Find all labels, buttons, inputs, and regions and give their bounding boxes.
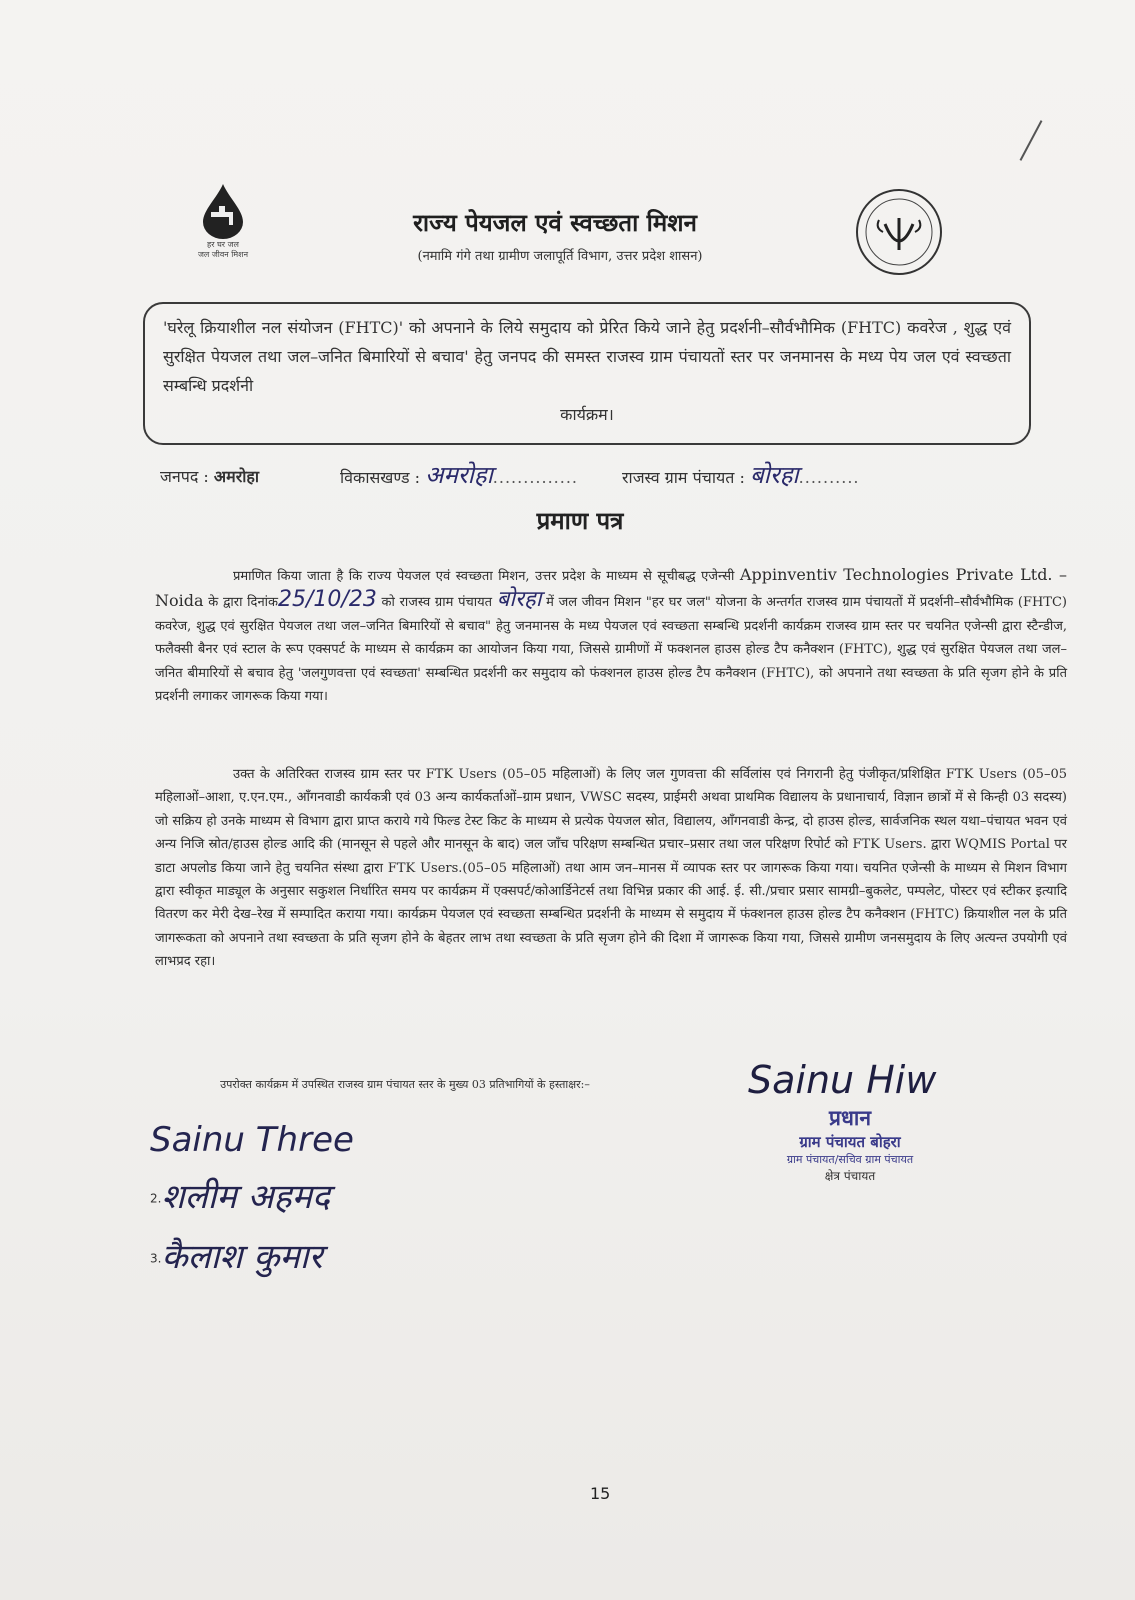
participants-signature-note: उपरोक्त कार्यक्रम में उपस्थित राजस्व ग्राम पंचायत स्तर के मुख्य 03 प्रतिभागियों के हस्ताक्षर:–	[220, 1078, 590, 1091]
para1-part-b: के द्वारा दिनांक	[208, 595, 279, 611]
district-label: जनपद :	[160, 467, 209, 486]
sig3-number: 3.	[150, 1251, 162, 1266]
participant-signature-2	[150, 1172, 330, 1218]
gp-label: राजस्व ग्राम पंचायत :	[622, 468, 745, 487]
sig2-number: 2.	[150, 1191, 162, 1206]
paragraph-1	[155, 563, 1067, 708]
block-label: विकासखण्ड :	[340, 468, 421, 487]
handwritten-date: 25/10/23	[278, 587, 377, 613]
block-field: विकासखण्ड : अमरोहा..............	[340, 461, 578, 489]
pradhan-signature: Sainu Hiw	[748, 1058, 937, 1102]
logo-caption-2: जल जीवन मिशन	[197, 250, 249, 259]
stamp-line-3: ग्राम पंचायत/सचिव ग्राम पंचायत	[786, 1153, 914, 1166]
sig3-name: कैलाश कुमार	[161, 1237, 323, 1277]
program-description-box	[143, 302, 1031, 445]
sig2-name: शलीम अहमद	[161, 1177, 330, 1217]
logo-caption-1: हर घर जल	[207, 240, 239, 249]
pradhan-stamp	[740, 1104, 960, 1184]
district-field	[160, 465, 259, 487]
agency-name: Appinventiv Technologies Private Ltd. – Noida	[155, 565, 1068, 611]
har-ghar-jal-logo	[178, 182, 268, 260]
water-drop-icon	[199, 182, 247, 240]
block-value: अमरोहा	[425, 461, 493, 489]
gp-value: बोरहा	[749, 461, 799, 489]
org-title: राज्य पेयजल एवं स्वच्छता मिशन	[413, 208, 697, 237]
paragraph-2	[155, 763, 1067, 974]
up-government-seal-icon	[855, 188, 943, 276]
participant-signature-3	[150, 1232, 323, 1278]
para1-part-c: को राजस्व ग्राम पंचायत	[381, 595, 493, 611]
para1-part-d: में जल जीवन मिशन "हर घर जल" योजना के अन्तर्गत राजस्व ग्राम पंचायतों में प्रदर्शनी–सौर्वभौमिक (FHTC) कवरेज, शुद्ध एवं सुरक्षित पेयजल तथा जल–जनित बिमारियों से बचाव" हेतु जनमानस के मध्य पेयजल एवं स्वच्छता सम्बन्धि प्रदर्शनी कार्यक्रम राजस्व ग्राम स्तर पर चयनित एजेन्सी द्वारा स्टैन्डीज, फलैक्सी बैनर एवं स्टाल के रूप एक्सपर्ट के माध्यम से कार्यक्रम का आयोजन किया गया, जिससे ग्रामीणों में फक्शनल हाउस होल्ड टैप कनैक्शन (FHTC), शुद्ध एवं सुरक्षित पेयजल तथा जल–जनित बीमारियों से बचाव हेतु 'जलगुणवत्ता एवं स्वच्छता' सम्बन्धित प्रदर्शनी कर समुदाय को फंक्शनल हाउस होल्ड टैप कनैक्शन (FHTC), को अपनाने तथा स्वच्छता के प्रति सृजग होने के प्रति प्रदर्शनी लगाकर जागरूक किया गया।	[155, 595, 1067, 705]
pradhan-title: प्रधान	[829, 1105, 871, 1130]
para2-text: उक्त के अतिरिक्त राजस्व ग्राम स्तर पर FTK Users (05–05 महिलाओं) के लिए जल गुणवत्ता की सर्विलांस एवं निगरानी हेतु पंजीकृत/प्रशिक्षित FTK Users (05–05 महिलाओं–आशा, ए.एन.एम., आँगनवाडी कार्यकत्री एवं 03 अन्य कार्यकर्ताओं–ग्राम प्रधान, VWSC सदस्य, प्राईमरी अथवा प्राथमिक विद्यालय के प्रधानाचार्य, विज्ञान छात्रों में से किन्ही 03 सदस्य) जो सक्रिय हो उनके माध्यम से विभाग द्वारा प्राप्त कराये गये फिल्ड टेस्ट किट के माध्यम से प्रत्येक पेयजल स्रोत, विद्यालय, आँगनवाडी केन्द्र, दो हाउस होल्ड, सार्वजनिक स्थल यथा–पंचायत भवन एवं अन्य निजि स्रोत/हाउस होल्ड आदि की (मानसून से पहले और मानसून के बाद) जल जाँच परिक्षण सम्बन्धित प्रचार–प्रसार तथा जल परिक्षण रिपोर्ट को FTK Users. द्वारा WQMIS Portal पर डाटा अपलोड किया जाने हेतु चयनित संस्था द्वारा FTK Users.(05–05 महिलाओं) तथा आम जन–मानस में व्यापक स्तर पर जागरूक किया गया। चयनित एजेन्सी के माध्यम से मिशन विभाग द्वारा स्वीकृत माड्यूल के अनुसार सकुशल निर्धारित समय पर कार्यक्रम में एक्सपर्ट/कोआर्डिनेटर्स तथा विभिन्न प्रकार की आई. ई. सी./प्रचार प्रसार सामग्री–बुकलेट, पम्पलेट, पोस्टर एवं स्टीकर इत्यादि वितरण कर मेरी देख–रेख में सम्पादित कराया गया। कार्यक्रम पेयजल एवं स्वच्छता सम्बन्धित प्रदर्शनी के माध्यम से समुदाय में फंक्शनल हाउस होल्ड टैप कनैक्शन (FHTC) क्रियाशील नल के प्रति जागरूकता को अपनाने तथा स्वच्छता के प्रति सृजग होने के बेहतर लाभ तथा स्वच्छता के प्रति सृजग होने की दिशा में जागरूक किया गया, जिससे ग्रामीण जनसमुदाय के लिए अत्यन्त उपयोगी एवं लाभप्रद रहा।	[155, 767, 1067, 970]
gram-panchayat-field: राजस्व ग्राम पंचायत : बोरहा..........	[622, 461, 860, 489]
pen-tick-mark	[1020, 120, 1043, 161]
participant-signature-1: Sainu Three	[150, 1120, 354, 1160]
box-last-line: कार्यक्रम।	[560, 405, 614, 424]
box-body-text: 'घरेलू क्रियाशील नल संयोजन (FHTC)' को अपनाने के लिये समुदाय को प्रेरित किये जाने हेतु प्रदर्शनी–सौर्वभौमिक (FHTC) कवरेज , शुद्ध एवं सुरक्षित पेयजल तथा जल–जनित बिमारियों से बचाव' हेतु जनपद की समस्त राजस्व ग्राम पंचायतों स्तर पर जनमानस के मध्य पेय जल एवं स्वच्छता सम्बन्धि प्रदर्शनी	[163, 318, 1011, 395]
certificate-title: प्रमाण पत्र	[536, 506, 624, 535]
stamp-line-4: क्षेत्र पंचायत	[824, 1169, 876, 1183]
handwritten-gp: बोरहा	[496, 587, 542, 613]
district-value: अमरोहा	[213, 467, 260, 486]
org-subtitle: (नमामि गंगे तथा ग्रामीण जलापूर्ति विभाग, उत्तर प्रदेश शासन)	[417, 249, 703, 264]
stamp-line-2: ग्राम पंचायत बोहरा	[799, 1133, 901, 1151]
para1-part-a: प्रमाणित किया जाता है कि राज्य पेयजल एवं स्वच्छता मिशन, उत्तर प्रदेश के माध्यम से सूचीबद्ध एजेन्सी	[233, 569, 735, 584]
page-number: 15	[590, 1484, 611, 1503]
